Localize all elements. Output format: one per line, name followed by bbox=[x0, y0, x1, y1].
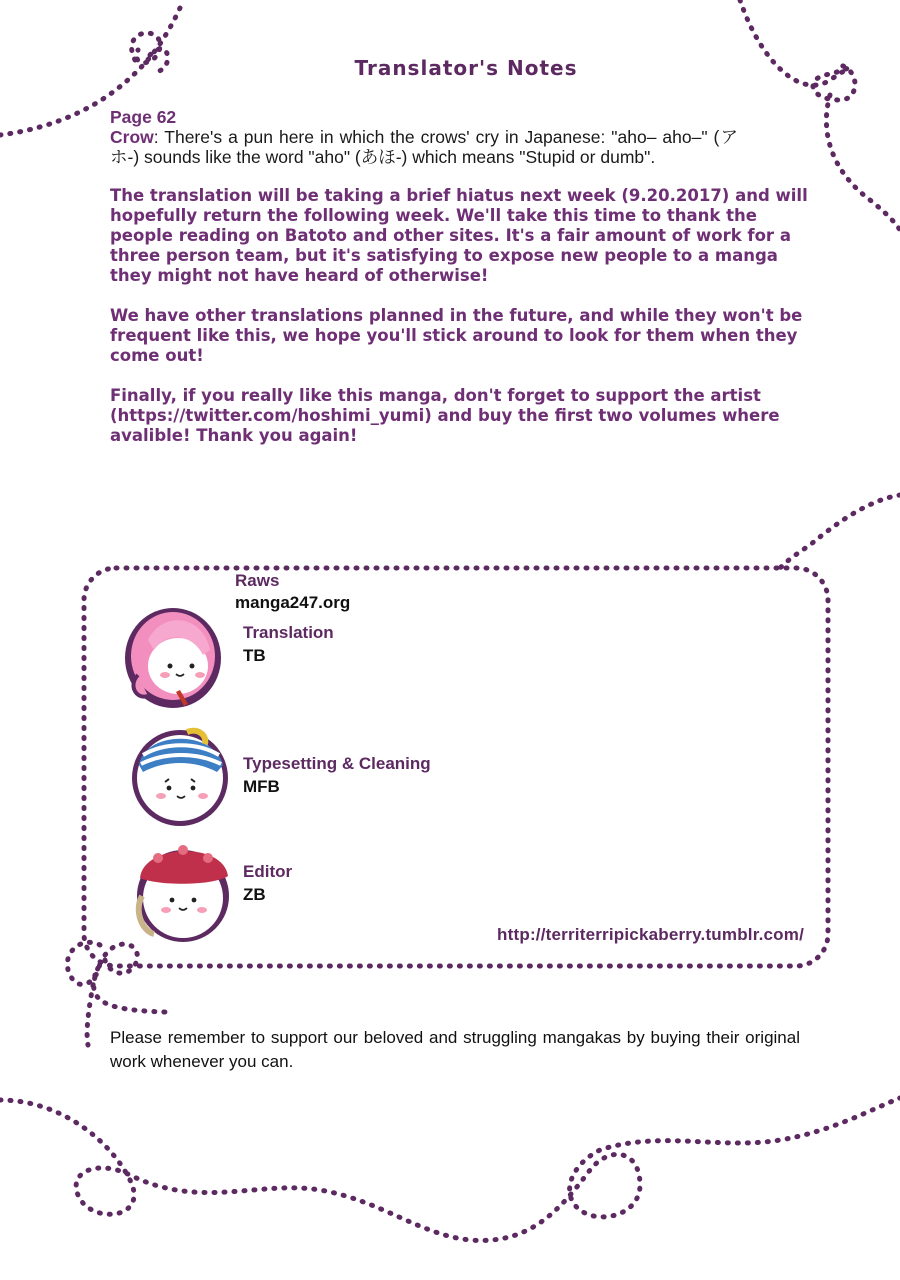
editor-avatar bbox=[128, 836, 238, 946]
future-translations-paragraph: We have other translations planned in the future, and while they won't be frequent like this, we hope you'll stick around to look for them when they come out! bbox=[110, 306, 803, 365]
page-reference: Page 62 bbox=[110, 107, 177, 127]
editor-label: Editor bbox=[243, 862, 293, 881]
hiatus-paragraph: The translation will be taking a brief hiatus next week (9.20.2017) and will hopefully return the following week. We'll take this time to thank the people reading on Batoto and other sites. It's a fair amount of work for a three person team, but it's satisfying to expose new people to a manga they might not have heard of otherwise! bbox=[110, 186, 808, 285]
translator-avatar bbox=[118, 600, 228, 710]
crow-explanation: : There's a pun here in which the crows' cry in Japanese: "aho– aho–" (アホ-) sounds like the word "aho" (あほ-) which means "Stupid or dumb". bbox=[110, 127, 738, 167]
translation-value: TB bbox=[243, 646, 266, 665]
translation-label: Translation bbox=[243, 623, 334, 642]
support-mangaka-note: Please remember to support our beloved and struggling mangakas by buying their original work whenever you can. bbox=[110, 1028, 800, 1071]
page-title: Translator's Notes bbox=[354, 56, 578, 80]
support-artist-paragraph: Finally, if you really like this manga, don't forget to support the artist (https://twitter.com/hoshimi_yumi) and buy the first two volumes where avalible! Thank you again! bbox=[110, 386, 780, 445]
raws-value: manga247.org bbox=[235, 593, 351, 612]
editor-value: ZB bbox=[243, 885, 266, 904]
typesetting-value: MFB bbox=[243, 777, 280, 796]
raws-label: Raws bbox=[235, 571, 280, 590]
typesetter-avatar bbox=[125, 720, 235, 830]
crow-term: Crow bbox=[110, 127, 154, 147]
typesetting-label: Typesetting & Cleaning bbox=[243, 754, 431, 773]
group-website-link[interactable]: http://territerripickaberry.tumblr.com/ bbox=[497, 925, 804, 944]
